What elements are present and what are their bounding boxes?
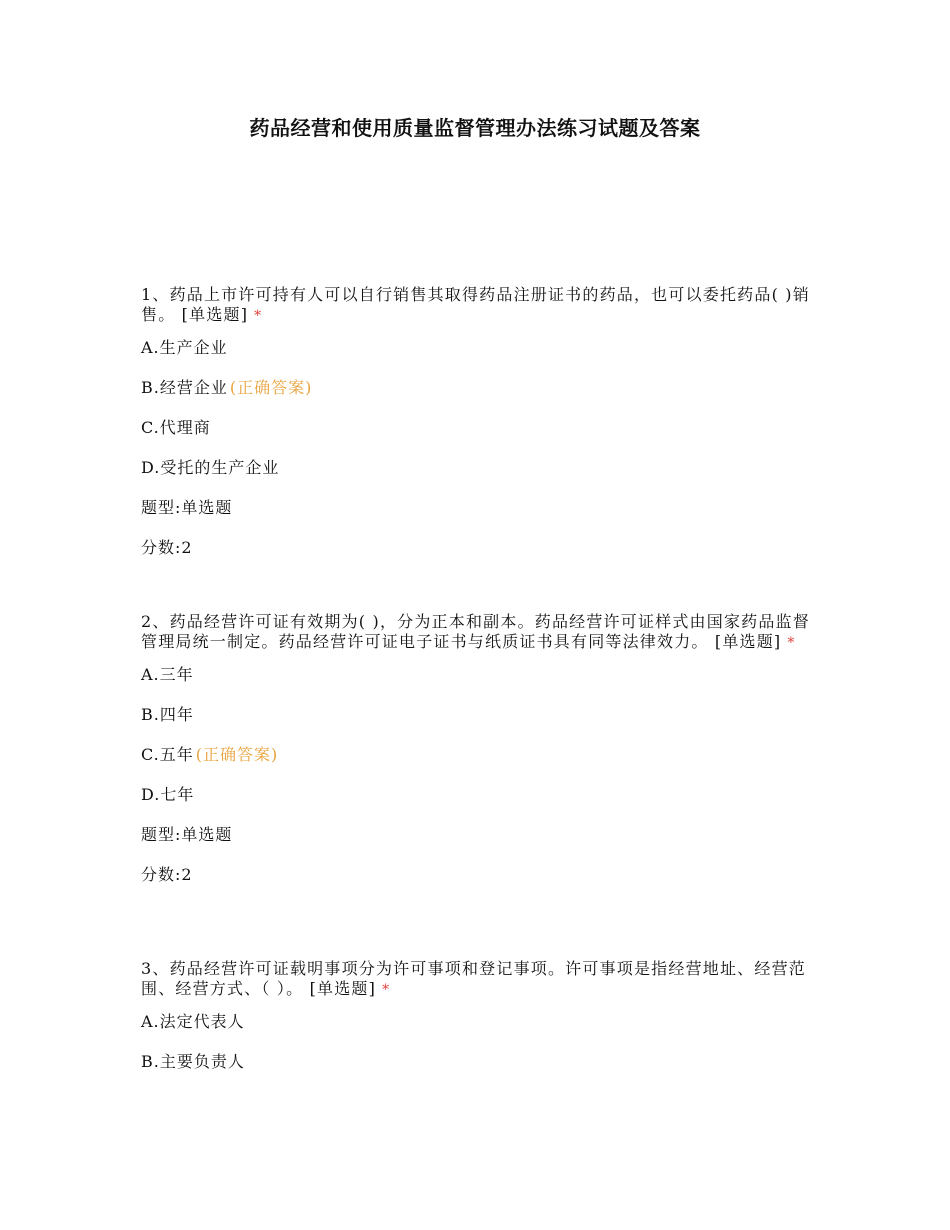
option-c: C.代理商 — [141, 418, 211, 437]
option-b: B.四年 — [141, 705, 194, 724]
correct-answer-tag: (正确答案) — [195, 745, 279, 764]
option-a: A.三年 — [141, 665, 194, 684]
question-type: 题型:单选题 — [141, 498, 233, 517]
option-b: B.经营企业 (正确答案) — [141, 378, 313, 397]
question-stem-text: 1、药品上市许可持有人可以自行销售其取得药品注册证书的药品，也可以委托药品( )销售。 [单选题] — [141, 285, 810, 324]
question-stem-text: 3、药品经营许可证载明事项分为许可事项和登记事项。许可事项是指经营地址、经营范围、经营方式、（ ）。 [单选题] — [141, 959, 806, 998]
question-3 — [141, 959, 811, 1072]
question-score: 分数:2 — [141, 538, 193, 557]
option-a: A.法定代表人 — [141, 1012, 245, 1031]
option-c: C.五年 (正确答案) — [141, 745, 279, 764]
correct-answer-tag: (正确答案) — [229, 378, 313, 397]
required-mark: * — [254, 308, 263, 324]
required-mark: * — [787, 635, 796, 651]
question-type: 题型:单选题 — [141, 825, 233, 844]
document-title: 药品经营和使用质量监督管理办法练习试题及答案 — [249, 116, 701, 140]
question-stem-text: 2、药品经营许可证有效期为( )，分为正本和副本。药品经营许可证样式由国家药品监督管理局统一制定。药品经营许可证电子证书与纸质证书具有同等法律效力。 [单选题] — [141, 612, 810, 651]
question-1 — [141, 285, 811, 558]
question-stem — [141, 612, 811, 653]
question-2 — [141, 612, 811, 885]
question-score: 分数:2 — [141, 865, 193, 884]
option-b: B.主要负责人 — [141, 1052, 245, 1071]
option-a: A.生产企业 — [141, 338, 228, 357]
required-mark: * — [382, 982, 391, 998]
question-stem — [141, 285, 811, 326]
option-d: D.七年 — [141, 785, 195, 804]
option-d: D.受托的生产企业 — [141, 458, 280, 477]
question-stem — [141, 959, 811, 1000]
